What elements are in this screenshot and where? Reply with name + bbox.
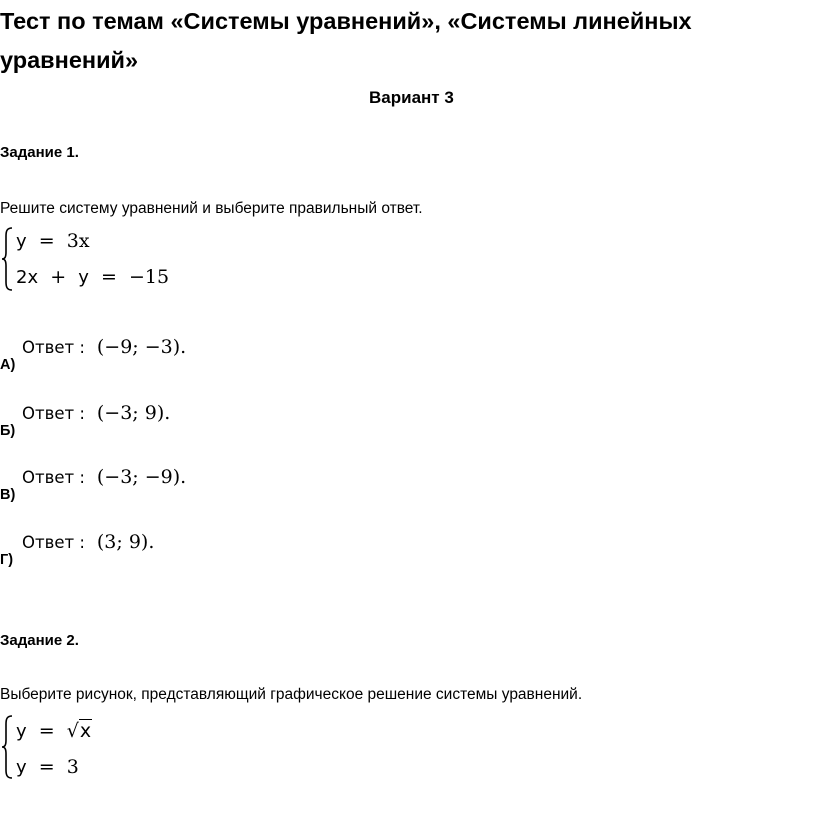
page-title: Тест по темам «Системы уравнений», «Системы линейных уравнений» [0, 8, 692, 73]
left-brace-icon [0, 226, 14, 292]
option-v-answer[interactable]: Ответ : (−3; −9). [22, 466, 187, 488]
task2-equation-2: y = 3 [16, 756, 79, 778]
square-root: √x [66, 720, 92, 742]
task1-heading: Задание 1. [0, 144, 79, 161]
option-b-letter: Б) [0, 423, 16, 439]
task2-equation-1: y = √x [16, 720, 92, 742]
option-g-letter: Г) [0, 552, 14, 568]
option-b-answer[interactable]: Ответ : (−3; 9). [22, 402, 171, 424]
option-a-letter: А) [0, 357, 16, 373]
variant-heading: Вариант 3 [369, 88, 454, 107]
option-g-answer[interactable]: Ответ : (3; 9). [22, 531, 155, 553]
left-brace-icon [0, 714, 14, 780]
option-a-answer[interactable]: Ответ : (−9; −3). [22, 336, 187, 358]
task1-equation-2: 2x + y = −15 [16, 266, 170, 288]
task2-text: Выберите рисунок, представляющий графическое решение системы уравнений. [0, 686, 583, 703]
task2-equation-system [0, 714, 220, 780]
task1-text: Решите систему уравнений и выберите правильный ответ. [0, 200, 423, 217]
task2-heading: Задание 2. [0, 632, 79, 649]
option-v-letter: В) [0, 487, 16, 503]
task1-equation-1: y = 3x [16, 230, 90, 252]
task1-equation-system [0, 226, 220, 292]
